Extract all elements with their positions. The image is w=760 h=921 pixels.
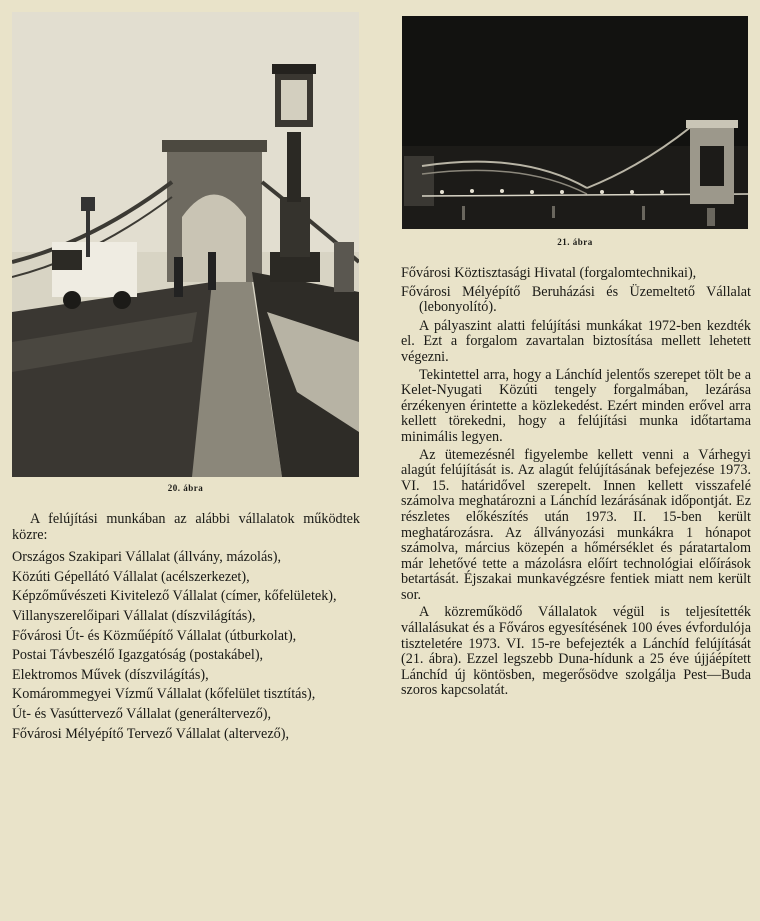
right-column bbox=[401, 266, 751, 699]
company-item: Fővárosi Mélyépítő Tervező Vállalat (altervező), bbox=[12, 725, 290, 742]
company-item: Fővárosi Mélyépítő Beruházási és Üzemeltető Vállalat (lebonyolító). bbox=[401, 283, 751, 316]
company-item: Elektromos Művek (díszvilágítás), bbox=[12, 666, 209, 683]
body-paragraph: A közreműködő Vállalatok végül is teljesítették vállalásukat és a Főváros egyesítésének 100 éves évfordulója tiszteletére 1973. VI. 15-re befejezték a Lánchíd felújítását (21. ábra). Ezzel legszebb Duna-hídunk a 25 éve újjáépített Lánchíd új köntösben, megerősödve szolgálja Pest—Buda szoros kapcsolatát. bbox=[401, 604, 751, 699]
body-paragraph: Tekintettel arra, hogy a Lánchíd jelentős szerepet tölt be a Kelet-Nyugati Közúti tengely forgalmában, lezárása érzékenyen érintette a közlekedést. Ezért minden erővel arra kellett törekedni, hogy a felújítási munka időtartama minimális legyen. bbox=[401, 366, 751, 445]
left-column bbox=[12, 512, 360, 742]
company-item: Villanyszerelőipari Vállalat (díszvilágítás), bbox=[12, 607, 256, 624]
company-item: Komárommegyei Vízmű Vállalat (kőfelület tisztítás), bbox=[12, 686, 316, 703]
company-item: Képzőművészeti Kivitelező Vállalat (címer, kőfelületek), bbox=[12, 588, 337, 605]
figure-20-photo bbox=[12, 12, 359, 477]
company-item: Út- és Vasúttervező Vállalat (generáltervező), bbox=[12, 705, 272, 722]
intro-paragraph: A felújítási munkában az alábbi vállalatok működtek közre: bbox=[12, 511, 360, 543]
figure-21-caption: 21. ábra bbox=[557, 237, 593, 247]
figure-20-caption: 20. ábra bbox=[167, 483, 204, 493]
company-item: Közúti Gépellátó Vállalat (acélszerkezet), bbox=[12, 568, 250, 585]
company-item: Fővárosi Köztisztasági Hivatal (forgalomtechnikai), bbox=[401, 265, 697, 281]
company-item: Országos Szakipari Vállalat (állvány, mázolás), bbox=[12, 549, 282, 566]
figure-21-photo bbox=[402, 16, 748, 229]
body-paragraph: A pályaszint alatti felújítási munkákat 1972-ben kezdték el. Ezt a forgalom zavartalan biztosítása mellett lehetett végezni. bbox=[401, 317, 751, 365]
company-item: Fővárosi Út- és Közműépítő Vállalat (útburkolat), bbox=[12, 627, 297, 644]
body-paragraph: Az ütemezésnél figyelembe kellett venni a Várhegyi alagút felújítását is. Az alagút felújításának befejezése 1973. VI. 15. határidővel szerepelt. Innen kellett visszafelé számolva meghatározni a Lánchíd lezárásának időpontját. Ez részletes előkészítés után 1973. II. 15-ben került meghatározásra. Az állványozási munkákra 1 hónapot számolva, március közepén a hőmérséklet és páratartalom már lehetővé tette a mázolásra előírt technológiai előírások betartását. Éjszakai munkavégzésre fentiek miatt nem került sor. bbox=[401, 446, 751, 603]
company-item: Postai Távbeszélő Igazgatóság (postakábel), bbox=[12, 647, 264, 664]
